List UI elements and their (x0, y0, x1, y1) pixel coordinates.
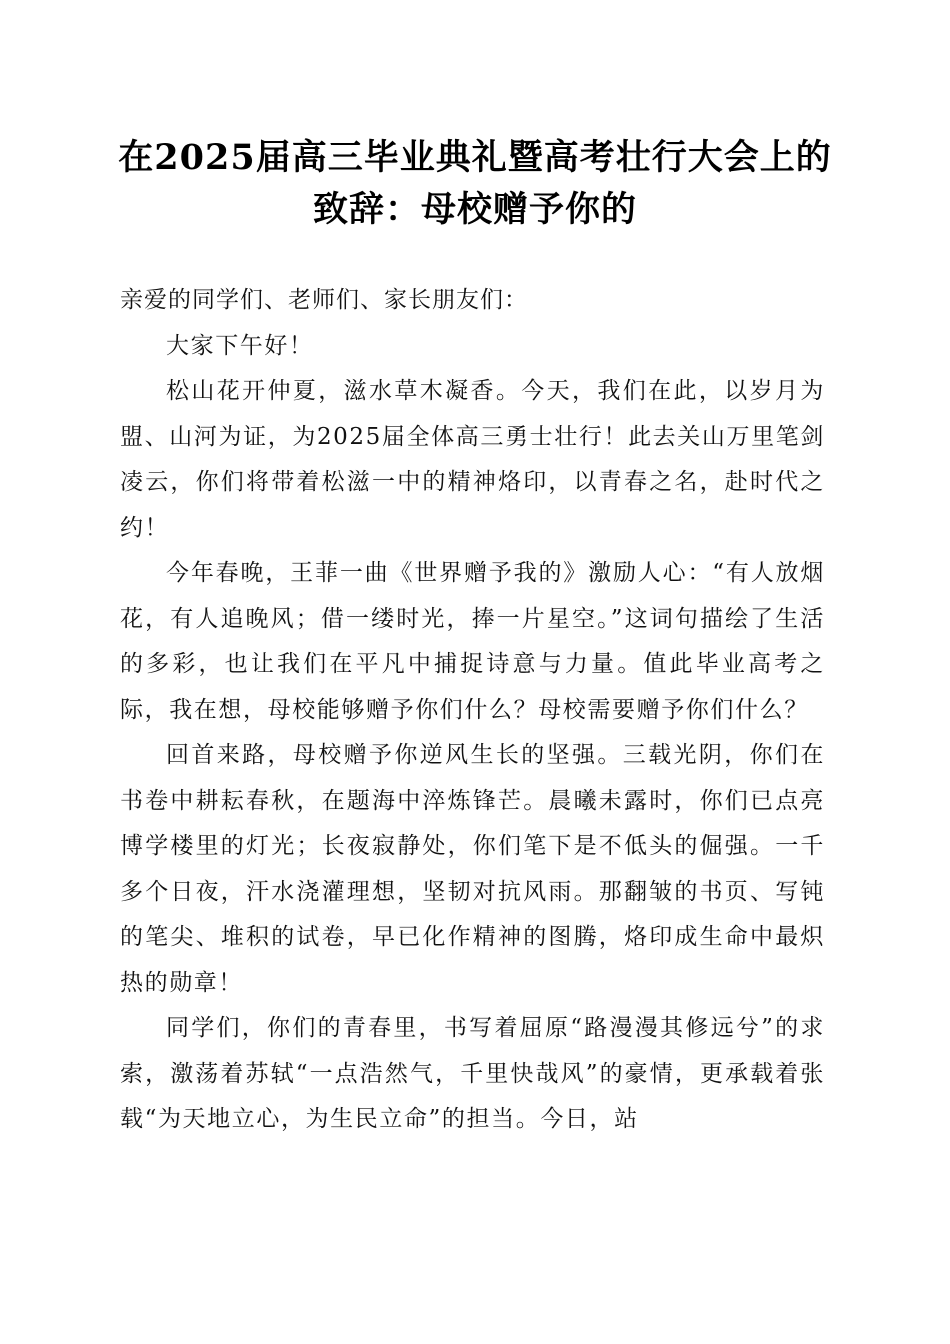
document-title (110, 132, 840, 236)
salutation: 亲爱的同学们、老师们、家长朋友们： (120, 287, 528, 313)
document-body (120, 278, 825, 1143)
title-line-1: 在2025届高三毕业典礼暨高考壮行大会上的 (118, 137, 832, 178)
paragraph-opening: 松山花开仲夏，滋水草木凝香。今天，我们在此，以岁月为盟、山河为证，为2025届全体高三勇士壮行！此去关山万里笔剑凌云，你们将带着松滋一中的精神烙印，以青春之名，赴时代之约！ (120, 378, 825, 541)
paragraph-looking-back: 回首来路，母校赠予你逆风生长的坚强。三载光阴，你们在书卷中耕耘春秋，在题海中淬炼锋芒。晨曦未露时，你们已点亮博学楼里的灯光；长夜寂静处，你们笔下是不低头的倔强。一千多个日夜，汗水浇灌理想，坚韧对抗风雨。那翻皱的书页、写钝的笔尖、堆积的试卷，早已化作精神的图腾，烙印成生命中最炽热的勋章！ (120, 742, 825, 996)
paragraph-students: 同学们，你们的青春里，书写着屈原“路漫漫其修远兮”的求索，激荡着苏轼“一点浩然气，千里快哉风”的豪情，更承载着张载“为天地立心，为生民立命”的担当。今日，站 (120, 1015, 825, 1132)
paragraph-spring-gala: 今年春晚，王菲一曲《世界赠予我的》激励人心：“有人放烟花，有人追晚风；借一缕时光，捧一片星空。”这词句描绘了生活的多彩，也让我们在平凡中捕捉诗意与力量。值此毕业高考之际，我在想，母校能够赠予你们什么？母校需要赠予你们什么？ (120, 560, 825, 723)
paragraph-greeting: 大家下午好！ (166, 332, 314, 359)
title-line-2: 致辞：母校赠予你的 (312, 189, 637, 230)
